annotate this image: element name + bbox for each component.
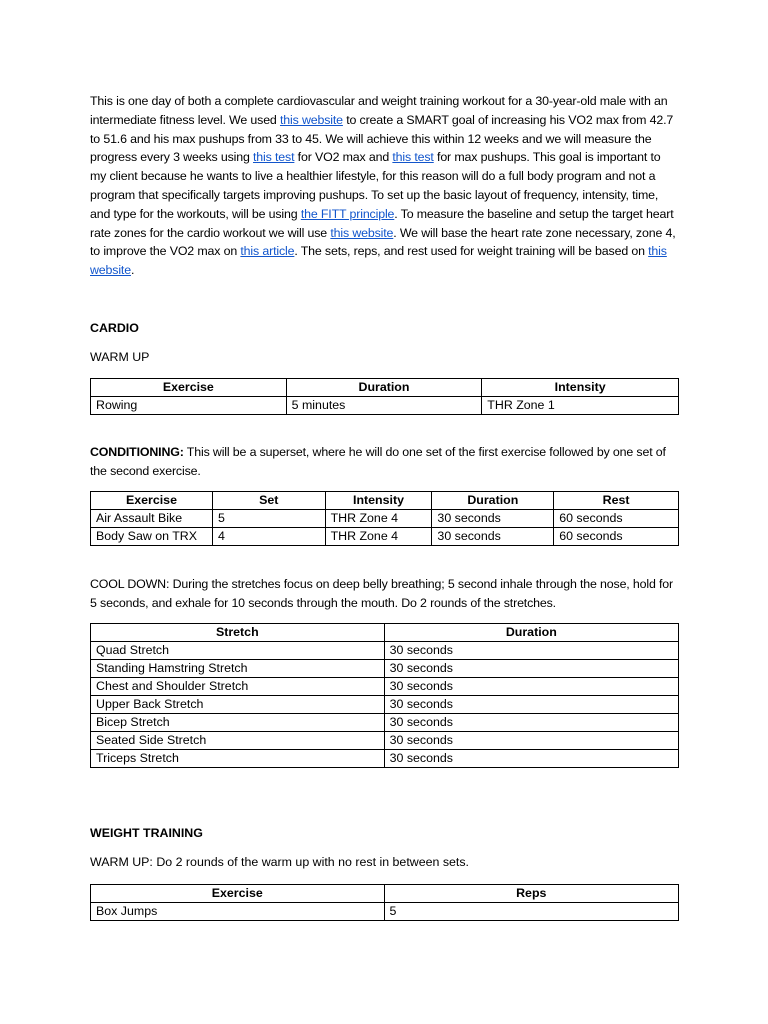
link-this-test-1[interactable]: this test [253,150,295,165]
weight-warmup-label: WARM UP: [90,855,153,869]
table-cell: 30 seconds [384,678,678,696]
intro-text: for max pushups. This goal is important to my client because he wants to live a healthier lifestyle, for this reason will do a full body program and not a program that specifically targets improving pushups. To set up the basic layout of frequency, intensity, time, and type for the workouts, will be using [90,150,661,221]
table-cell: 5 [212,510,325,528]
intro-text: for VO2 max and [294,150,393,165]
table-cell: 5 [384,903,678,921]
table-cell: Triceps Stretch [91,750,385,768]
table-cell: 60 seconds [554,510,679,528]
intro-text: . We will base the heart rate zone necessary, zone 4, to improve the VO2 max on [90,225,676,259]
column-header: Exercise [91,379,287,397]
table-cell: Body Saw on TRX [91,528,213,546]
column-header: Stretch [91,624,385,642]
table-cell: 30 seconds [384,714,678,732]
link-this-article[interactable]: this article [240,244,295,259]
table-header-row [91,379,679,397]
intro-text: . To measure the baseline and setup the target heart rate zones for the cardio workout we will use [90,206,674,240]
column-header: Set [212,492,325,510]
table-header-row [91,492,679,510]
conditioning-label: CONDITIONING: [90,445,184,459]
table-cell: 30 seconds [384,750,678,768]
cardio-warmup-heading: WARM UP [90,350,150,364]
intro-text: . The sets, reps, and rest used for weight training will be based on [294,244,649,259]
weight-warmup-table [90,884,679,921]
column-header: Reps [384,885,678,903]
table-cell: THR Zone 1 [482,397,679,415]
weight-warmup-text: Do 2 rounds of the warm up with no rest in between sets. [152,855,469,869]
table-row [91,696,679,714]
column-header: Rest [554,492,679,510]
cooldown-table [90,623,679,768]
table-row [91,528,679,546]
cardio-heading: CARDIO [90,321,139,335]
weight-training-heading: WEIGHT TRAINING [90,826,203,840]
table-cell: Seated Side Stretch [91,732,385,750]
table-row [91,660,679,678]
table-cell: 4 [212,528,325,546]
table-row [91,714,679,732]
table-cell: 30 seconds [432,528,554,546]
link-this-website-2[interactable]: this website [330,225,394,240]
column-header: Exercise [91,492,213,510]
table-cell: Bicep Stretch [91,714,385,732]
table-row [91,678,679,696]
link-this-test-2[interactable]: this test [392,150,434,165]
column-header: Intensity [325,492,432,510]
cooldown-text: During the stretches focus on deep belly breathing; 5 second inhale through the nose, hold for 5 seconds, and exhale for 10 seconds through the mouth. Do 2 rounds of the stretches. [90,577,674,610]
column-header: Duration [432,492,554,510]
table-row [91,642,679,660]
cardio-warmup-table [90,378,679,415]
link-this-website-3[interactable]: this website [90,244,667,278]
table-cell: 30 seconds [384,696,678,714]
link-this-website-1[interactable]: this website [279,112,343,127]
weight-warmup-paragraph [90,855,680,869]
table-cell: THR Zone 4 [325,528,432,546]
column-header: Intensity [482,379,679,397]
table-row [91,732,679,750]
conditioning-paragraph [90,443,680,481]
table-cell: Chest and Shoulder Stretch [91,678,385,696]
table-row [91,903,679,921]
table-cell: 5 minutes [286,397,482,415]
table-cell: 30 seconds [432,510,554,528]
table-row [91,750,679,768]
table-cell: Box Jumps [91,903,385,921]
intro-paragraph [90,92,680,280]
table-cell: Air Assault Bike [91,510,213,528]
table-cell: 30 seconds [384,732,678,750]
conditioning-table [90,491,679,546]
table-cell: Upper Back Stretch [91,696,385,714]
table-cell: Quad Stretch [91,642,385,660]
table-cell: 30 seconds [384,642,678,660]
table-cell: THR Zone 4 [325,510,432,528]
table-cell: Standing Hamstring Stretch [91,660,385,678]
cooldown-label: COOL DOWN: [90,577,170,591]
link-fitt-principle[interactable]: the FITT principle [300,206,395,221]
table-cell: Rowing [91,397,287,415]
table-header-row [91,885,679,903]
table-cell: 60 seconds [554,528,679,546]
table-row [91,397,679,415]
column-header: Duration [286,379,482,397]
cooldown-paragraph [90,575,680,613]
intro-text: to create a SMART goal of increasing his VO2 max from 42.7 to 51.6 and his max pushups from 33 to 45. We will achieve this within 12 weeks and we will measure the progress every 3 weeks using [90,112,674,165]
column-header: Duration [384,624,678,642]
column-header: Exercise [91,885,385,903]
intro-text: This is one day of both a complete cardiovascular and weight training workout for a 30-year-old male with an intermediate fitness level. We used [90,94,668,127]
intro-text: . [130,263,135,278]
table-header-row [91,624,679,642]
table-row [91,510,679,528]
conditioning-text: This will be a superset, where he will do one set of the first exercise followed by one set of the second exercise. [90,445,666,478]
table-cell: 30 seconds [384,660,678,678]
